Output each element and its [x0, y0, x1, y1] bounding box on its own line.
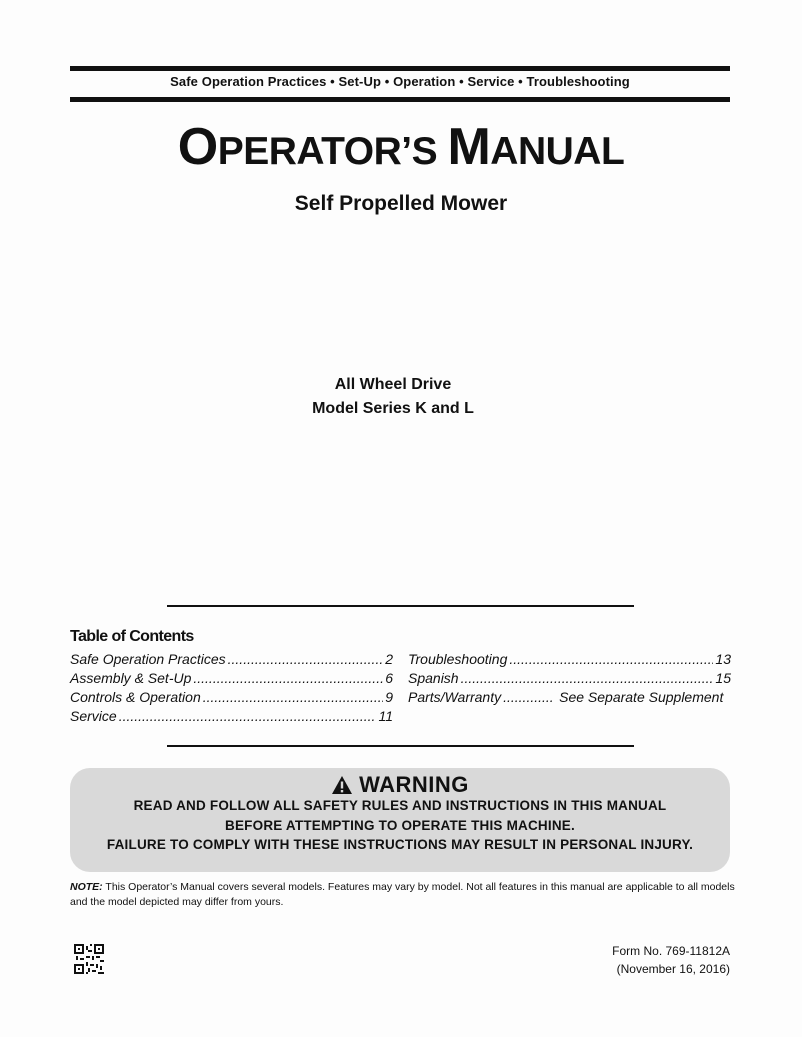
- toc-leader: [203, 689, 383, 705]
- form-date: (November 16, 2016): [616, 962, 730, 976]
- toc-heading: Table of Contents: [70, 628, 194, 645]
- model-drive: All Wheel Drive: [334, 376, 452, 393]
- warning-title-text: WARNING: [359, 772, 469, 797]
- toc-entry[interactable]: [70, 689, 393, 708]
- toc-divider-top: [167, 605, 634, 607]
- toc-leader: [461, 670, 714, 686]
- toc-entry[interactable]: [408, 689, 731, 708]
- note-label: NOTE:: [70, 881, 103, 893]
- toc-entry-page: See Separate Supplement: [559, 689, 724, 705]
- toc-entry[interactable]: [70, 651, 393, 670]
- form-number: Form No. 769-11812A: [612, 944, 730, 958]
- model-series: Model Series K and L: [312, 400, 474, 417]
- toc-entry-page: 13: [715, 651, 731, 667]
- page-title: OPERATOR’S MANUAL: [177, 118, 625, 176]
- toc-entry-label: Assembly & Set-Up: [70, 670, 192, 686]
- toc-leader: [503, 689, 553, 705]
- toc-entry-label: Safe Operation Practices: [70, 651, 226, 667]
- warning-line: READ AND FOLLOW ALL SAFETY RULES AND INSTRUCTIONS IN THIS MANUAL: [133, 798, 667, 813]
- warning-line: BEFORE ATTEMPTING TO OPERATE THIS MACHINE.: [225, 818, 575, 833]
- toc-entry[interactable]: [408, 670, 731, 689]
- toc-entry-page: 15: [715, 670, 731, 686]
- section-nav: Safe Operation Practices • Set-Up • Operation • Service • Troubleshooting: [170, 74, 630, 89]
- toc-leader: [228, 651, 384, 667]
- warning-title: [70, 772, 730, 798]
- top-rule-lower: [70, 97, 730, 102]
- toc-entry-label: Controls & Operation: [70, 689, 201, 705]
- toc-entry[interactable]: [70, 708, 393, 727]
- warning-line: FAILURE TO COMPLY WITH THESE INSTRUCTIONS MAY RESULT IN PERSONAL INJURY.: [106, 837, 694, 852]
- toc-entry-page: 6: [385, 670, 393, 686]
- toc-entry[interactable]: [70, 670, 393, 689]
- toc-leader: [119, 708, 377, 724]
- page-subtitle: Self Propelled Mower: [294, 192, 508, 215]
- toc-entry-label: Spanish: [408, 670, 459, 686]
- toc-entry-label: Parts/Warranty: [408, 689, 502, 705]
- toc-leader: [509, 651, 713, 667]
- toc-entry-page: 11: [378, 708, 393, 724]
- toc-divider-bottom: [167, 745, 634, 747]
- warning-triangle-icon: [331, 775, 353, 795]
- top-rule: [70, 66, 730, 71]
- toc-leader: [193, 670, 383, 686]
- qr-code-icon: [74, 944, 104, 974]
- toc-entry-page: 9: [385, 689, 393, 705]
- note-text: [70, 880, 735, 910]
- toc-entry[interactable]: [408, 651, 731, 670]
- toc-entry-label: Service: [70, 708, 117, 724]
- toc-entry-label: Troubleshooting: [408, 651, 508, 667]
- note-body: This Operator’s Manual covers several models. Features may vary by model. Not all features in this manual are applicable to all models and the model depicted may differ from yours.: [70, 881, 735, 908]
- toc-entry-page: 2: [385, 651, 393, 667]
